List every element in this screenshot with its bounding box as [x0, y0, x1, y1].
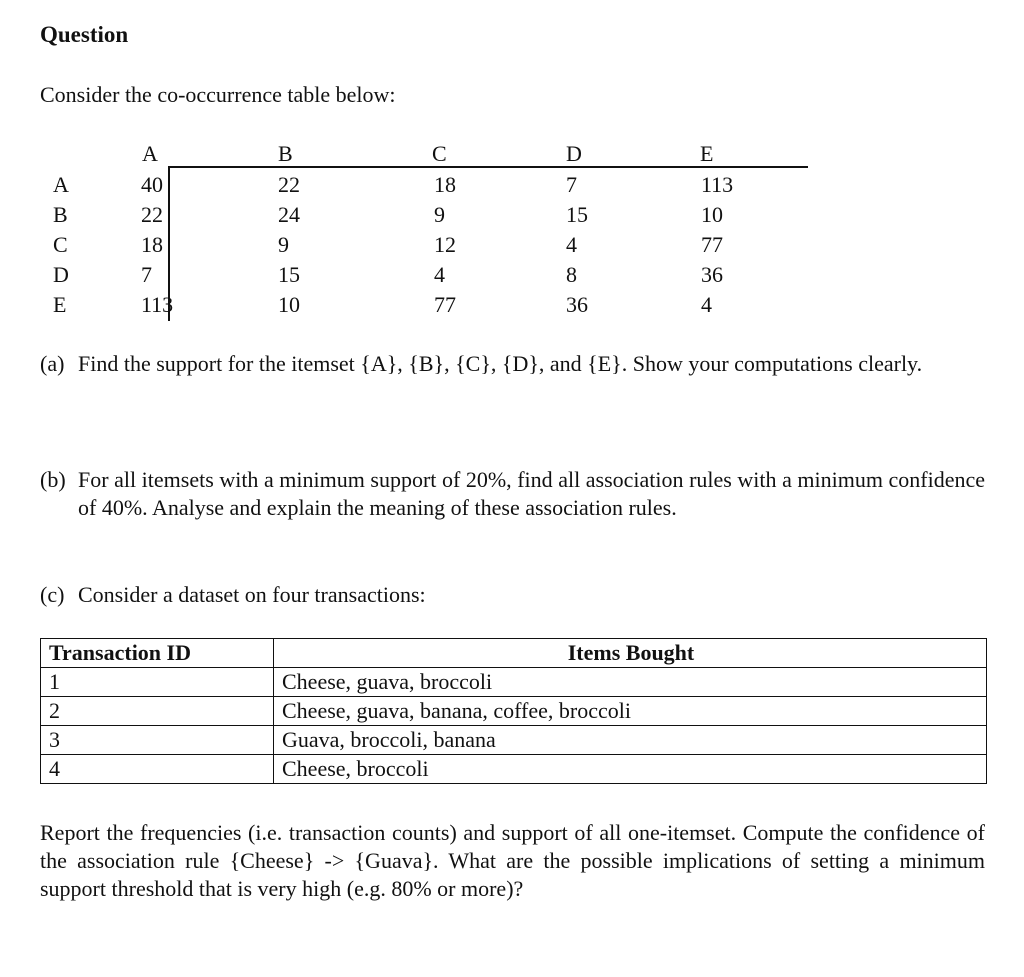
part-a-text: Find the support for the itemset {A}, {B}, {C}, {D}, and {E}. Show your computations clearly.	[78, 351, 923, 376]
part-a	[40, 350, 985, 410]
final-question	[40, 819, 985, 909]
table-cell: 10	[278, 292, 300, 317]
table-cell: 7	[141, 262, 152, 287]
part-a-label: (a)	[40, 351, 65, 376]
table-cell: 24	[278, 202, 300, 227]
table-cell: 4	[566, 232, 577, 257]
part-c	[40, 581, 985, 611]
table-cell: 15	[278, 262, 300, 287]
final-question-text: Report the frequencies (i.e. transaction counts) and support of all one-itemset. Compute the confidence of the association rule {Cheese} -> {Guava}. What are the possible implications of setting a minimum support threshold that is very high (e.g. 80% or more)?	[40, 820, 985, 901]
table-cell: 22	[278, 172, 300, 197]
col-header-a: A	[142, 141, 158, 166]
intro-text: Consider the co-occurrence table below:	[40, 82, 396, 107]
co-occurrence-table	[40, 139, 808, 325]
table-cell: 77	[434, 292, 456, 317]
part-b	[40, 466, 985, 526]
table-cell: 113	[141, 292, 174, 317]
items-bought: Cheese, broccoli	[274, 755, 987, 784]
table-cell: 7	[566, 172, 577, 197]
items-bought: Cheese, guava, banana, coffee, broccoli	[274, 697, 987, 726]
items-bought: Guava, broccoli, banana	[274, 726, 987, 755]
transaction-id: 3	[41, 726, 274, 755]
transactions-table	[40, 638, 987, 784]
col-header-d: D	[566, 141, 582, 166]
table-cell: 8	[566, 262, 577, 287]
table-cell: 4	[434, 262, 445, 287]
table-cell: 12	[434, 232, 456, 257]
part-b-text: For all itemsets with a minimum support of 20%, find all association rules with a minimum confidence of 40%. Analyse and explain the meaning of these association rules.	[78, 467, 985, 520]
table-row	[41, 697, 987, 726]
row-label-b: B	[53, 202, 68, 227]
table-row	[41, 668, 987, 697]
table-cell: 18	[434, 172, 456, 197]
transaction-id-header: Transaction ID	[41, 639, 274, 668]
table-row	[41, 726, 987, 755]
table-cell: 9	[278, 232, 289, 257]
table-cell: 40	[141, 172, 163, 197]
table-cell: 9	[434, 202, 445, 227]
col-header-b: B	[278, 141, 293, 166]
col-header-e: E	[700, 141, 714, 166]
question-heading: Question	[40, 22, 129, 47]
part-b-label: (b)	[40, 467, 66, 492]
table-cell: 36	[566, 292, 588, 317]
table-cell: 22	[141, 202, 163, 227]
row-label-c: C	[53, 232, 68, 257]
row-label-d: D	[53, 262, 69, 287]
part-c-label: (c)	[40, 582, 65, 607]
col-header-c: C	[432, 141, 447, 166]
row-label-a: A	[53, 172, 69, 197]
items-bought: Cheese, guava, broccoli	[274, 668, 987, 697]
table-cell: 36	[701, 262, 723, 287]
table-cell: 113	[701, 172, 734, 197]
transaction-id: 2	[41, 697, 274, 726]
table-cell: 77	[701, 232, 723, 257]
table-cell: 4	[701, 292, 712, 317]
table-header-row	[41, 639, 987, 668]
items-bought-header: Items Bought	[274, 639, 987, 668]
table-cell: 18	[141, 232, 163, 257]
table-cell: 15	[566, 202, 588, 227]
transaction-id: 1	[41, 668, 274, 697]
table-row	[41, 755, 987, 784]
transaction-id: 4	[41, 755, 274, 784]
row-label-e: E	[53, 292, 67, 317]
part-c-text: Consider a dataset on four transactions:	[78, 582, 426, 607]
table-cell: 10	[701, 202, 723, 227]
